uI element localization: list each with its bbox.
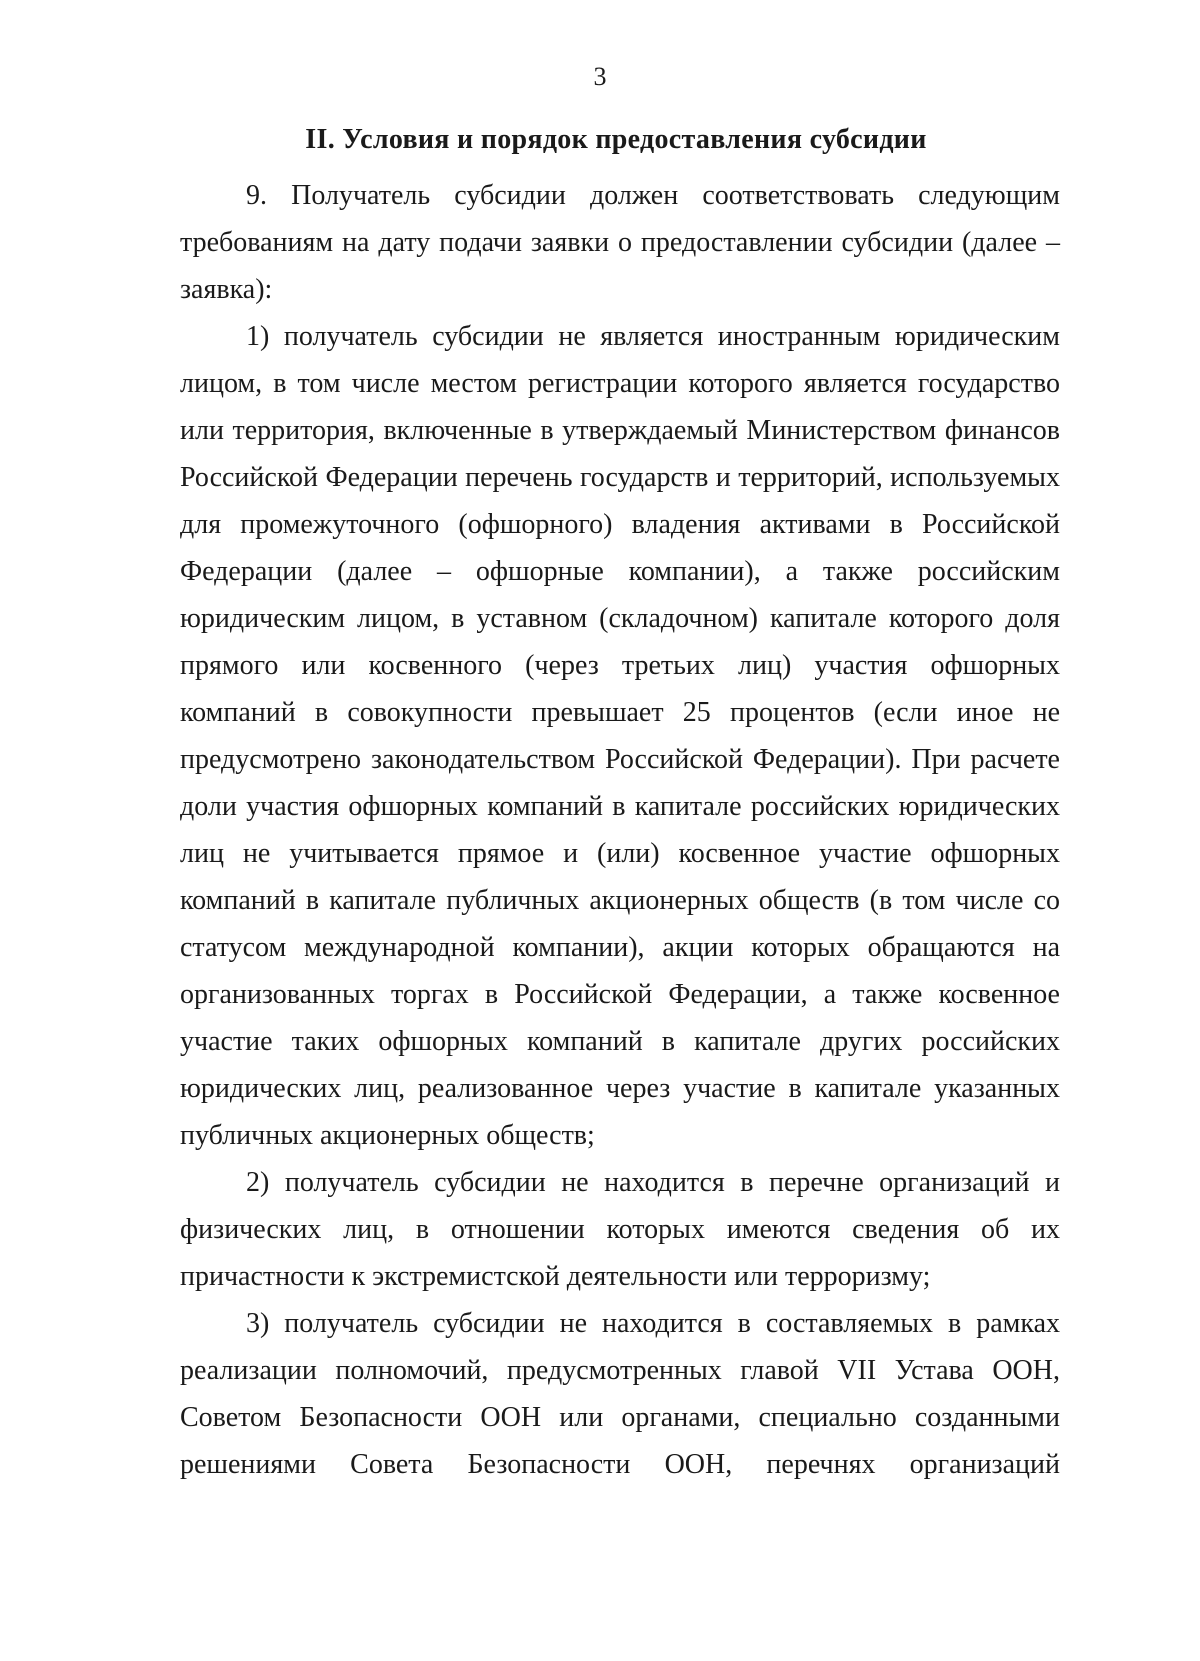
paragraph-item-3: 3) получатель субсидии не находится в составляемых в рамках реализации полномочий, предусмотренных главой VII Устава ООН, Советом Безопасности ООН или органами, специально созданными решениями Совета Безопасности ООН, перечнях организаций [180, 1308, 1060, 1480]
paragraph-item-1: 1) получатель субсидии не является иностранным юридическим лицом, в том числе местом регистрации которого является государство или территория, включенные в утверждаемый Министерством финансов Российской Федерации перечень государств и территорий, используемых для промежуточного (офшорного) владения активами в Российской Федерации (далее – офшорные компании), а также российским юридическим лицом, в уставном (складочном) капитале которого доля прямого или косвенного (через третьих лиц) участия офшорных компаний в совокупности превышает 25 процентов (если иное не предусмотрено законодательством Российской Федерации). При расчете доли участия офшорных компаний в капитале российских юридических лиц не учитывается прямое и (или) косвенное участие офшорных компаний в капитале публичных акционерных обществ (в том числе со статусом международной компании), акции которых обращаются на организованных торгах в Российской Федерации, а также косвенное участие таких офшорных компаний в капитале других российских юридических лиц, реализованное через участие в капитале указанных публичных акционерных обществ; [180, 321, 1060, 1151]
page-number: 3 [593, 62, 607, 91]
paragraph-item-2: 2) получатель субсидии не находится в перечне организаций и физических лиц, в отношении которых имеются сведения об их причастности к экстремистской деятельности или терроризму; [180, 1167, 1060, 1292]
paragraph-requirements-intro: 9. Получатель субсидии должен соответствовать следующим требованиям на дату подачи заявки о предоставлении субсидии (далее – заявка): [180, 180, 1060, 305]
document-body [180, 172, 1060, 1488]
section-heading: II. Условия и порядок предоставления субсидии [305, 124, 927, 155]
